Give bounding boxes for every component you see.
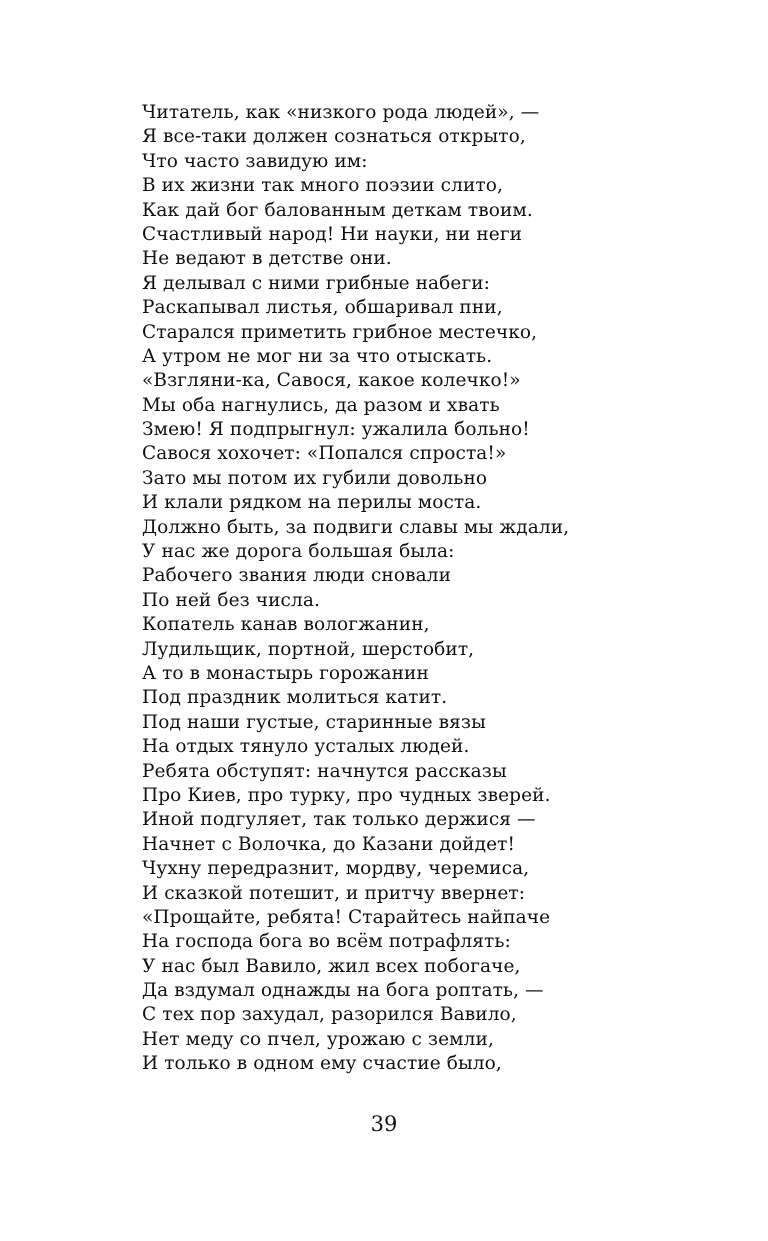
poem-line: Читатель, как «низкого рода людей», — xyxy=(142,102,540,123)
poem-line: А то в монастырь горожанин xyxy=(142,662,429,684)
poem-line: Я все-таки должен сознаться открыто, xyxy=(142,126,526,148)
poem-line: По ней без числа. xyxy=(142,589,320,611)
poem-line: У нас был Вавило, жил всех побогаче, xyxy=(142,955,521,977)
poem-line: Копатель канав вологжанин, xyxy=(142,614,430,636)
poem-line: Как дай бог балованным деткам твоим. xyxy=(142,199,533,221)
page-number: 39 xyxy=(370,1112,398,1136)
poem-text xyxy=(142,101,569,1077)
poem-line: Я делывал с ними грибные набеги: xyxy=(142,272,491,294)
poem-line: Чухну передразнит, мордву, черемиса, xyxy=(142,858,530,880)
poem-line: Про Киев, про турку, про чудных зверей. xyxy=(142,784,551,806)
poem-line: Змею! Я подпрыгнул: ужалила больно! xyxy=(142,419,530,441)
poem-line: Ребята обступят: начнутся рассказы xyxy=(142,760,507,782)
poem-line: Мы оба нагнулись, да разом и хвать xyxy=(142,394,500,416)
poem-line: Что часто завидую им: xyxy=(142,150,368,172)
poem-line: А утром не мог ни за что отыскать. xyxy=(142,345,493,367)
poem-line: На господа бога во всём потрафлять: xyxy=(142,931,511,953)
poem-line: Лудильщик, портной, шерстобит, xyxy=(142,638,475,660)
poem-line: Рабочего звания люди сновали xyxy=(142,565,452,587)
poem-line: И только в одном ему счастие было, xyxy=(142,1053,502,1075)
poem-line: Старался приметить грибное местечко, xyxy=(142,321,538,343)
poem-line: Иной подгуляет, так только держися — xyxy=(142,809,536,831)
poem-line: «Взгляни-ка, Савося, какое колечко!» xyxy=(142,370,521,392)
poem-line: Под наши густые, старинные вязы xyxy=(142,711,486,733)
poem-line: Начнет с Волочка, до Казани дойдет! xyxy=(142,833,516,855)
poem-line: «Прощайте, ребята! Старайтесь найпаче xyxy=(142,906,551,928)
poem-line: Не ведают в детстве они. xyxy=(142,248,392,270)
poem-line: Да вздумал однажды на бога роптать, — xyxy=(142,980,544,1002)
poem-line: У нас же дорога большая была: xyxy=(142,541,455,563)
poem-line: Раскапывал листья, обшаривал пни, xyxy=(142,297,503,319)
poem-line: На отдых тянуло усталых людей. xyxy=(142,736,470,758)
poem-line: Счастливый народ! Ни науки, ни неги xyxy=(142,223,523,245)
poem-line: Зато мы потом их губили довольно xyxy=(142,467,488,489)
poem-line: С тех пор захудал, разорился Вавило, xyxy=(142,1004,517,1026)
poem-line: В их жизни так много поэзии слито, xyxy=(142,175,503,197)
poem-line: Савося хохочет: «Попался спроста!» xyxy=(142,443,507,465)
poem-line: И клали рядком на перилы моста. xyxy=(142,492,482,514)
poem-line: Нет меду со пчел, урожаю с земли, xyxy=(142,1028,494,1050)
poem-line: Должно быть, за подвиги славы мы ждали, xyxy=(142,516,570,538)
poem-line: Под праздник молиться катит. xyxy=(142,687,448,709)
poem-line: И сказкой потешит, и притчу ввернет: xyxy=(142,882,526,904)
